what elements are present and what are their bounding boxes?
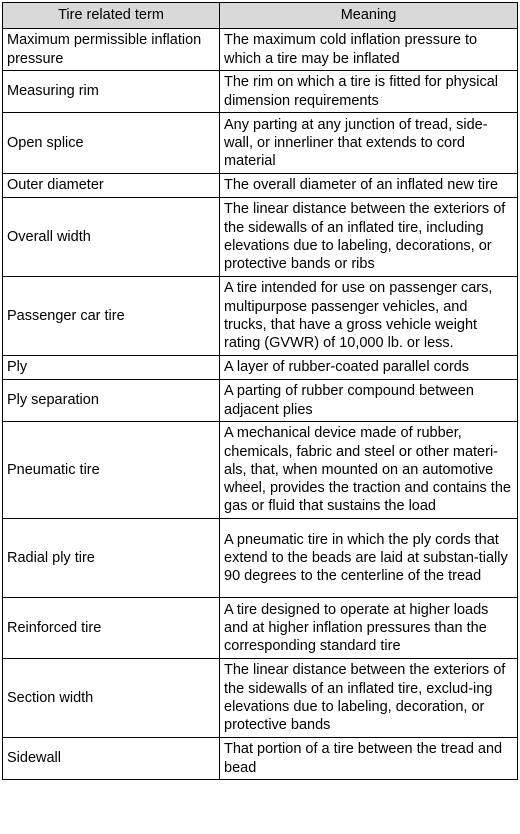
meaning-cell: Any parting at any junction of tread, side-wall, or innerliner that extends to cord material: [220, 113, 518, 174]
table-row: [3, 174, 518, 198]
header-meaning: Meaning: [220, 3, 518, 29]
term-cell: Sidewall: [3, 738, 220, 780]
meaning-cell: The rim on which a tire is fitted for physical dimension requirements: [220, 71, 518, 113]
term-cell: Maximum permissible inflation pressure: [3, 29, 220, 71]
table-row: [3, 198, 518, 277]
table-row: [3, 422, 518, 519]
meaning-cell: A pneumatic tire in which the ply cords that extend to the beads are laid at substan-tially 90 degrees to the centerline of the tread: [220, 519, 518, 598]
table-row: [3, 71, 518, 113]
meaning-cell: The linear distance between the exteriors of the sidewalls of an inflated tire, exclud-ing elevations due to labeling, decoration, or protective bands: [220, 659, 518, 738]
term-cell: Reinforced tire: [3, 598, 220, 659]
meaning-cell: A layer of rubber-coated parallel cords: [220, 356, 518, 380]
table-header-row: [3, 3, 518, 29]
meaning-cell: The linear distance between the exteriors of the sidewalls of an inflated tire, including elevations due to labeling, decorations, or protective bands or ribs: [220, 198, 518, 277]
term-cell: Radial ply tire: [3, 519, 220, 598]
meaning-cell: A parting of rubber compound between adjacent plies: [220, 380, 518, 422]
meaning-cell: A mechanical device made of rubber, chemicals, fabric and steel or other materi-als, that, when mounted on an automotive wheel, provides the traction and contains the gas or fluid that sustains the load: [220, 422, 518, 519]
term-cell: Section width: [3, 659, 220, 738]
table-row: [3, 29, 518, 71]
table-row: [3, 277, 518, 356]
term-cell: Ply separation: [3, 380, 220, 422]
table-row: [3, 598, 518, 659]
table-row: [3, 356, 518, 380]
term-cell: Pneumatic tire: [3, 422, 220, 519]
term-cell: Outer diameter: [3, 174, 220, 198]
tire-terms-table: [2, 2, 518, 780]
term-cell: Ply: [3, 356, 220, 380]
header-term: Tire related term: [3, 3, 220, 29]
table-row: [3, 738, 518, 780]
meaning-cell: A tire intended for use on passenger cars, multipurpose passenger vehicles, and trucks, that have a gross vehicle weight rating (GVWR) of 10,000 lb. or less.: [220, 277, 518, 356]
meaning-cell: The maximum cold inflation pressure to which a tire may be inflated: [220, 29, 518, 71]
term-cell: Open splice: [3, 113, 220, 174]
table-row: [3, 519, 518, 598]
meaning-cell: A tire designed to operate at higher loads and at higher inflation pressures than the corresponding standard tire: [220, 598, 518, 659]
table-row: [3, 113, 518, 174]
term-cell: Overall width: [3, 198, 220, 277]
meaning-cell: The overall diameter of an inflated new tire: [220, 174, 518, 198]
table-row: [3, 659, 518, 738]
term-cell: Passenger car tire: [3, 277, 220, 356]
term-cell: Measuring rim: [3, 71, 220, 113]
meaning-cell: That portion of a tire between the tread and bead: [220, 738, 518, 780]
table-row: [3, 380, 518, 422]
